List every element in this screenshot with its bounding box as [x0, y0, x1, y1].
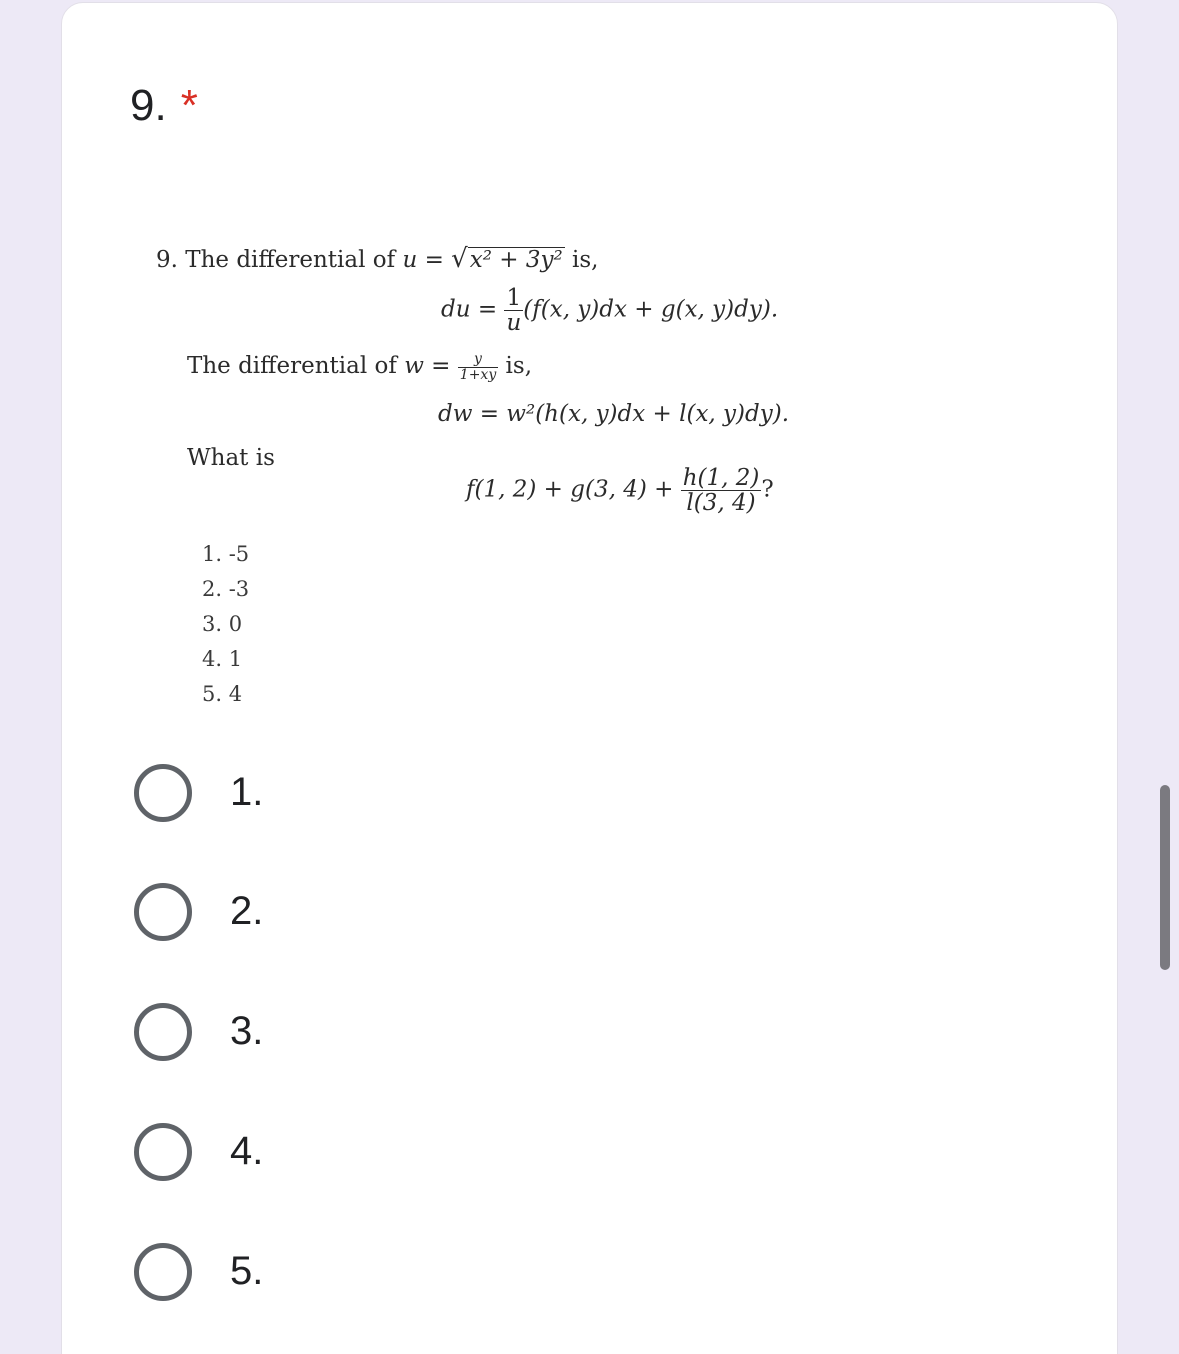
problem-line-1: 9. The differential of u = √x² + 3y² is, [156, 244, 599, 274]
radio-button[interactable] [134, 1123, 192, 1181]
option-3[interactable] [134, 1003, 634, 1063]
question-title [130, 81, 198, 130]
scrollbar-thumb[interactable] [1160, 785, 1170, 970]
what-is-label: What is [187, 445, 275, 471]
fraction-h-over-l: $\frac{h(1, 2)}{l(3, 4)}$ [682, 465, 760, 517]
problem-choice: 1. -5 [202, 542, 250, 566]
option-1[interactable] [134, 764, 634, 824]
radio-button[interactable] [134, 1003, 192, 1061]
fraction-w: $\frac{y}{1+xy}$ [459, 351, 497, 383]
option-label: 5. [230, 1249, 264, 1293]
problem-choice: 5. 4 [202, 682, 243, 706]
option-2[interactable] [134, 883, 634, 943]
option-label: 1. [230, 770, 264, 814]
radio-button[interactable] [134, 764, 192, 822]
required-asterisk: * [180, 81, 198, 130]
option-label: 4. [230, 1129, 264, 1173]
option-4[interactable] [134, 1123, 634, 1183]
option-5[interactable] [134, 1243, 634, 1303]
fraction-one-over-u: $\frac{1}{u}$ [506, 285, 522, 337]
option-label: 2. [230, 889, 264, 933]
problem-choice: 4. 1 [202, 647, 243, 671]
question-number: 9. [130, 81, 167, 130]
problem-choices [202, 540, 249, 715]
equation-dw: dw = w²(h(x, y)dx + l(x, y)dy). [438, 401, 790, 427]
problem-choice: 2. -3 [202, 577, 250, 601]
problem-choice: 3. 0 [202, 612, 243, 636]
option-label: 3. [230, 1009, 264, 1053]
equation-target: f(1, 2) + g(3, 4) + $\frac{h(1, 2)}{l(3, 4)}$ ? [466, 465, 774, 517]
radio-button[interactable] [134, 883, 192, 941]
equation-du: du = $\frac{1}{u}$ (f(x, y)dx + g(x, y)dy). [441, 285, 779, 337]
problem-line-2: The differential of w = $\frac{y}{1+xy}$ is, [187, 351, 533, 383]
radio-button[interactable] [134, 1243, 192, 1301]
